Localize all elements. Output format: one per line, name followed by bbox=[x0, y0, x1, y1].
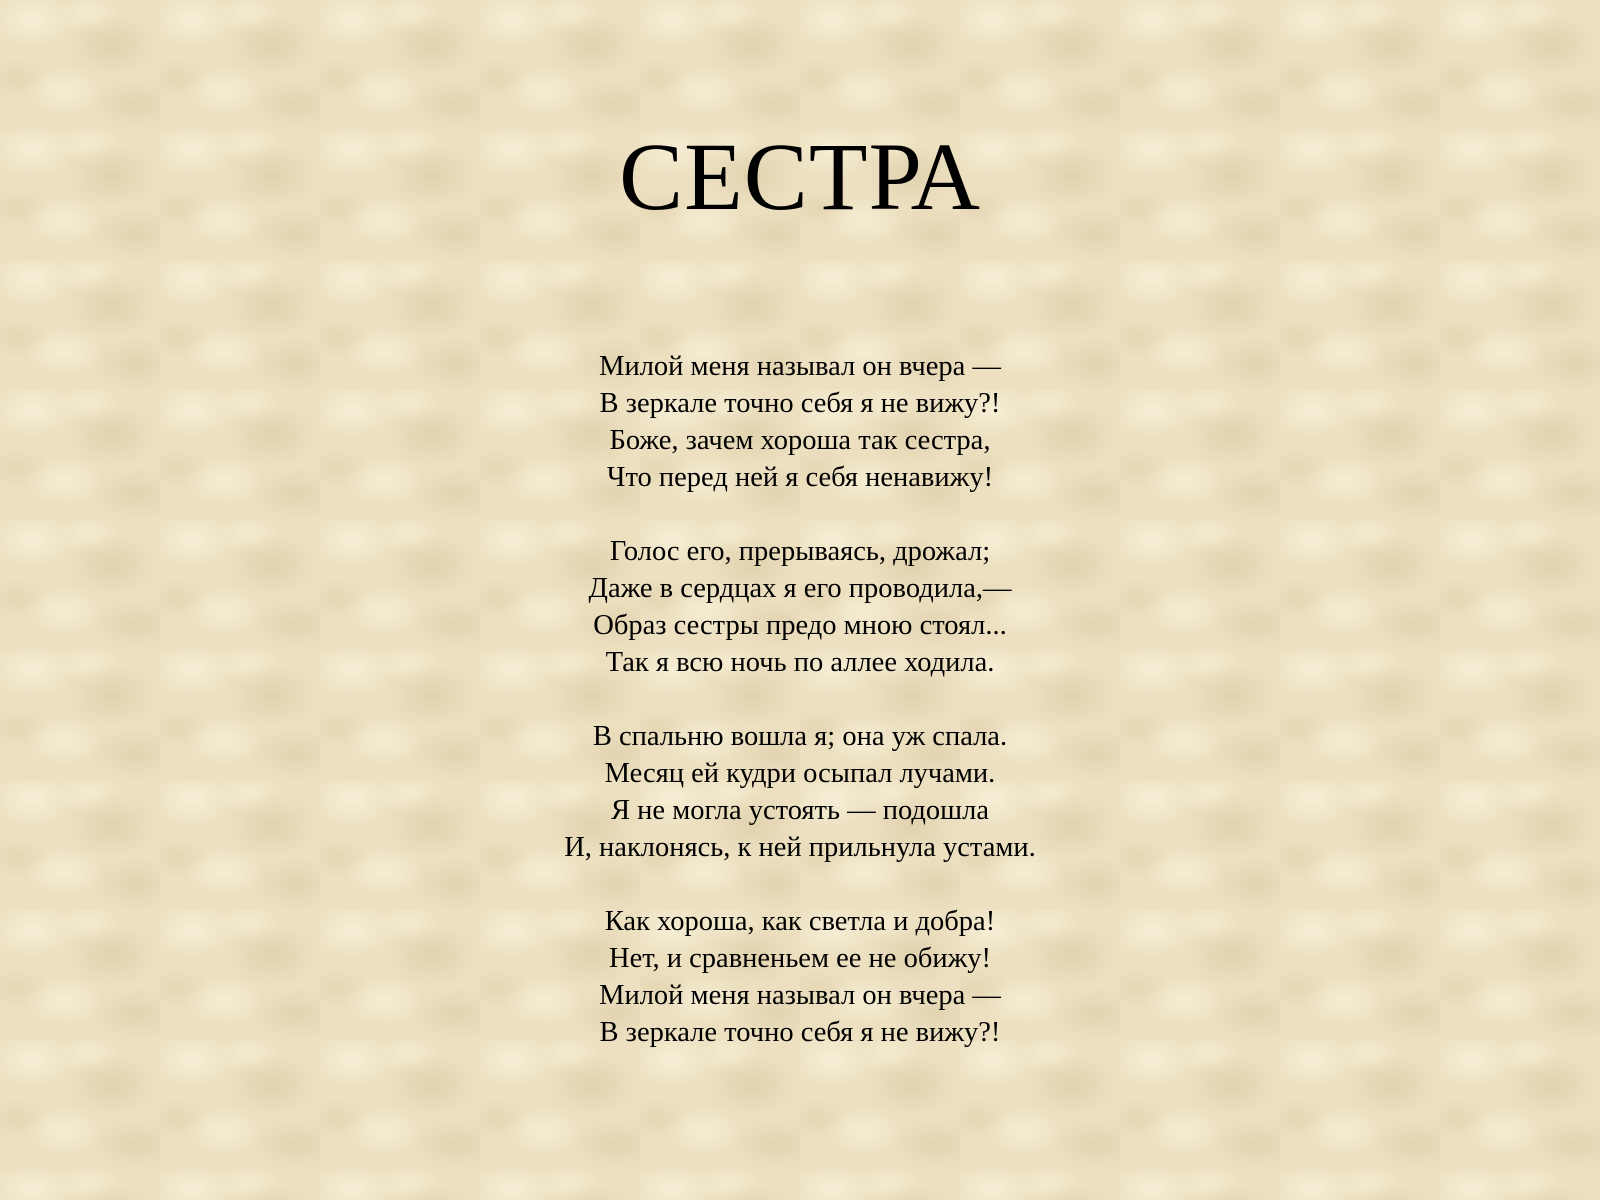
poem-line: В зеркале точно себя я не вижу?! bbox=[599, 388, 1001, 419]
poem-line: Голос его, прерываясь, дрожал; bbox=[609, 536, 991, 567]
poem-line: Так я всю ночь по аллее ходила. bbox=[605, 647, 995, 678]
poem-line: Боже, зачем хороша так сестра, bbox=[609, 425, 991, 456]
poem-line: В спальню вошла я; она уж спала. bbox=[592, 721, 1008, 752]
stanza-3 bbox=[0, 718, 1600, 866]
stanza-4 bbox=[0, 903, 1600, 1051]
poem-line: Образ сестры предо мною стоял... bbox=[593, 610, 1007, 641]
poem-title: СЕСТРА bbox=[619, 123, 981, 230]
stanza-1 bbox=[0, 348, 1600, 496]
poem-line: Я не могла устоять — подошла bbox=[611, 795, 989, 826]
poem-line: Даже в сердцах я его проводила,— bbox=[588, 573, 1012, 604]
poem-line: Месяц ей кудри осыпал лучами. bbox=[604, 758, 996, 789]
poem-line: И, наклонясь, к ней прильнула устами. bbox=[564, 832, 1036, 863]
poem-body bbox=[0, 348, 1600, 1088]
poem-line: Как хороша, как светла и добра! bbox=[604, 906, 996, 937]
poem-line: Нет, и сравненьем ее не обижу! bbox=[608, 943, 992, 974]
poem-line: В зеркале точно себя я не вижу?! bbox=[599, 1017, 1001, 1048]
poem-line: Что перед ней я себя ненавижу! bbox=[606, 462, 994, 493]
stanza-2 bbox=[0, 533, 1600, 681]
poem-line: Милой меня называл он вчера — bbox=[599, 351, 1001, 382]
poem-line: Милой меня называл он вчера — bbox=[599, 980, 1001, 1011]
